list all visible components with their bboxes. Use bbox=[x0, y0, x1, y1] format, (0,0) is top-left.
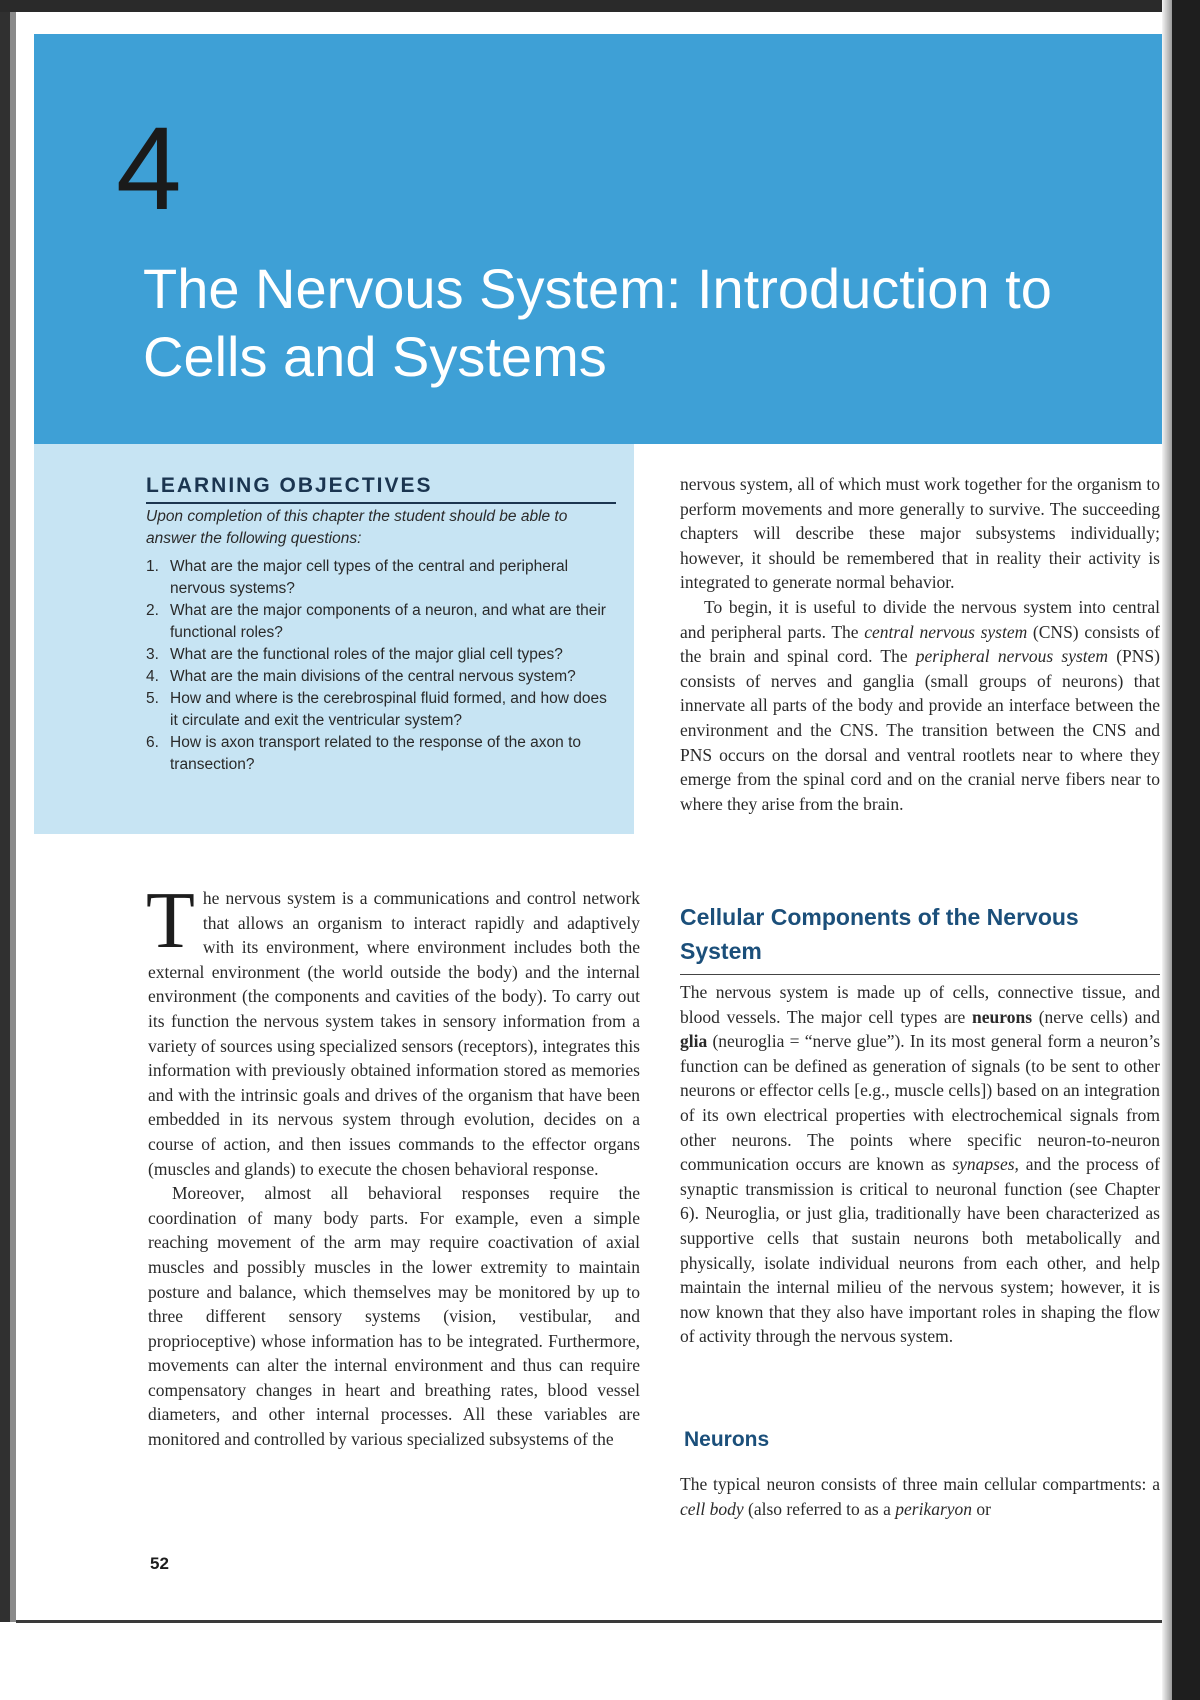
learning-objectives-heading: LEARNING OBJECTIVES bbox=[146, 474, 616, 504]
body-paragraph bbox=[146, 877, 640, 1181]
body-paragraph: Moreover, almost all behavioral responses require the coordination of many body parts. For example, even a simple reaching movement of the arm may require coactivation of axial muscles and possibly muscles in the lower extremity to maintain posture and balance, which themselves may be monitored by up to three different sensory systems (vision, vestibular, and proprioceptive) whose information has to be integrated. Furthermore, movements can alter the internal environment and thus can require compensatory changes in heart and breathing rates, blood vessel diameters, and other internal processes. All these variables are monitored and controlled by various specialized subsystems of the bbox=[148, 1183, 640, 1450]
objective-text: What are the major cell types of the central and peripheral nervous systems? bbox=[170, 558, 569, 597]
objective-text: How is axon transport related to the response of the axon to transection? bbox=[170, 734, 581, 773]
subsection-heading: Neurons bbox=[684, 1428, 770, 1451]
objective-text: What are the main divisions of the central nervous system? bbox=[170, 668, 576, 685]
objective-number: 1. bbox=[146, 558, 159, 575]
paragraph-text: and the process of synaptic transmission is critical to neuronal function (see Chapter 6). Neuroglia, or just glia, traditionally have been characterized as supportive cells that sustain neurons both metabolically and physically, isolate individual neurons from each other, and help maintain the internal milieu of the nervous system; however, it is now known that they also have important roles in shaping the flow of activity through the nervous system. bbox=[680, 1154, 1160, 1347]
paragraph-text: or bbox=[972, 1498, 991, 1519]
scan-edge-right bbox=[1172, 0, 1200, 1700]
paragraph-text: The nervous system is made up of cells, connective tissue, and blood vessels. The major cell types are bbox=[680, 982, 1160, 1027]
scan-edge-left bbox=[0, 12, 10, 1622]
paragraph-text: (also referred to as a bbox=[743, 1498, 896, 1519]
term-italic: peripheral nervous system bbox=[915, 646, 1109, 667]
term-bold: neurons bbox=[972, 1006, 1033, 1027]
objective-item bbox=[146, 732, 616, 776]
scan-edge-top bbox=[0, 0, 1200, 12]
drop-cap: T bbox=[146, 877, 195, 965]
objective-item bbox=[146, 644, 616, 666]
chapter-title: The Nervous System: Introduction to Cells and Systems bbox=[143, 257, 1052, 388]
paragraph-text: (PNS) consists of nerves and ganglia (small groups of neurons) that innervate all parts of the body and provide an interface between the environment and the CNS. The transition between the CNS and PNS occurs on the dorsal and ventral rootlets near to where they emerge from the spinal cord and on the cranial nerve fibers near to where they arise from the brain. bbox=[680, 646, 1160, 814]
paragraph-text: To begin, it is useful to divide the nervous system into central and peripheral parts. The bbox=[680, 596, 1160, 642]
section-heading: Cellular Components of the Nervous System bbox=[680, 900, 1160, 975]
body-column-left bbox=[146, 877, 640, 1452]
body-column-right-middle bbox=[680, 980, 1160, 1349]
objective-number: 2. bbox=[146, 602, 159, 619]
body-paragraph bbox=[680, 595, 1160, 816]
objective-item bbox=[146, 556, 616, 600]
body-column-right-top bbox=[680, 472, 1160, 816]
paragraph-text: (neuroglia = “nerve glue”). In its most general form a neuron’s function can be defined as generation of signals (to be sent to other neurons or effector cells [e.g., muscle cells]) based on an integration of its own electrical properties with electrochemical signals from other neurons. The points where specific neuron-to-neuron communication occurs are known as bbox=[680, 1031, 1160, 1175]
objective-text: What are the major components of a neuron, and what are their functional roles? bbox=[170, 602, 606, 641]
objective-text: How and where is the cerebrospinal fluid formed, and how does it circulate and exit the ventricular system? bbox=[170, 690, 607, 729]
learning-objectives-list bbox=[146, 556, 616, 776]
term-italic: perikaryon bbox=[895, 1498, 973, 1519]
body-paragraph bbox=[680, 1472, 1160, 1521]
objective-number: 4. bbox=[146, 668, 159, 685]
page-number: 52 bbox=[150, 1554, 169, 1573]
page-bottom-edge bbox=[16, 1620, 1162, 1623]
term-italic: synapses, bbox=[952, 1154, 1019, 1175]
objective-item bbox=[146, 600, 616, 644]
body-paragraph bbox=[680, 980, 1160, 1349]
objective-number: 6. bbox=[146, 734, 159, 751]
term-italic: cell body bbox=[680, 1498, 744, 1519]
term-italic: central nervous system bbox=[864, 621, 1028, 642]
objective-number: 3. bbox=[146, 646, 159, 663]
body-paragraph: nervous system, all of which must work together for the organism to perform movements and more generally to survive. The succeeding chapters will describe these major subsystems individually; however, it should be remembered that in reality their activity is integrated to generate normal behavior. bbox=[680, 474, 1160, 593]
paragraph-text: The typical neuron consists of three main cellular compartments: a bbox=[680, 1474, 1160, 1494]
body-column-right-bottom bbox=[680, 1472, 1160, 1521]
objective-item bbox=[146, 666, 616, 688]
objective-text: What are the functional roles of the major glial cell types? bbox=[170, 646, 563, 663]
scan-edge-left-inner bbox=[10, 12, 16, 1622]
objective-number: 5. bbox=[146, 690, 159, 707]
term-bold: glia bbox=[680, 1031, 708, 1052]
paragraph-text: he nervous system is a communications and control network that allows an organism to interact rapidly and adaptively with its environment, where environment includes both the external environment (the world outside the body) and the internal environment (the components and cavities of the body). To carry out its function the nervous system takes in sensory information from a variety of sources using specialized sensors (receptors), integrates this information with previously obtained information stored as memories and with the intrinsic goals and drives of the organism that have been embedded in its nervous system through evolution, decides on a course of action, and then issues commands to the effector organs (muscles and glands) to execute the chosen behavioral response. bbox=[148, 888, 640, 1179]
learning-objectives-intro: Upon completion of this chapter the student should be able to answer the following questions: bbox=[146, 508, 568, 547]
objective-item bbox=[146, 688, 616, 732]
paragraph-text: (nerve cells) and bbox=[1032, 1006, 1160, 1027]
page-curl-shadow bbox=[1162, 0, 1172, 1700]
chapter-number: 4 bbox=[116, 103, 182, 235]
paragraph-text: (CNS) consists of the brain and spinal cord. The bbox=[680, 621, 1161, 667]
